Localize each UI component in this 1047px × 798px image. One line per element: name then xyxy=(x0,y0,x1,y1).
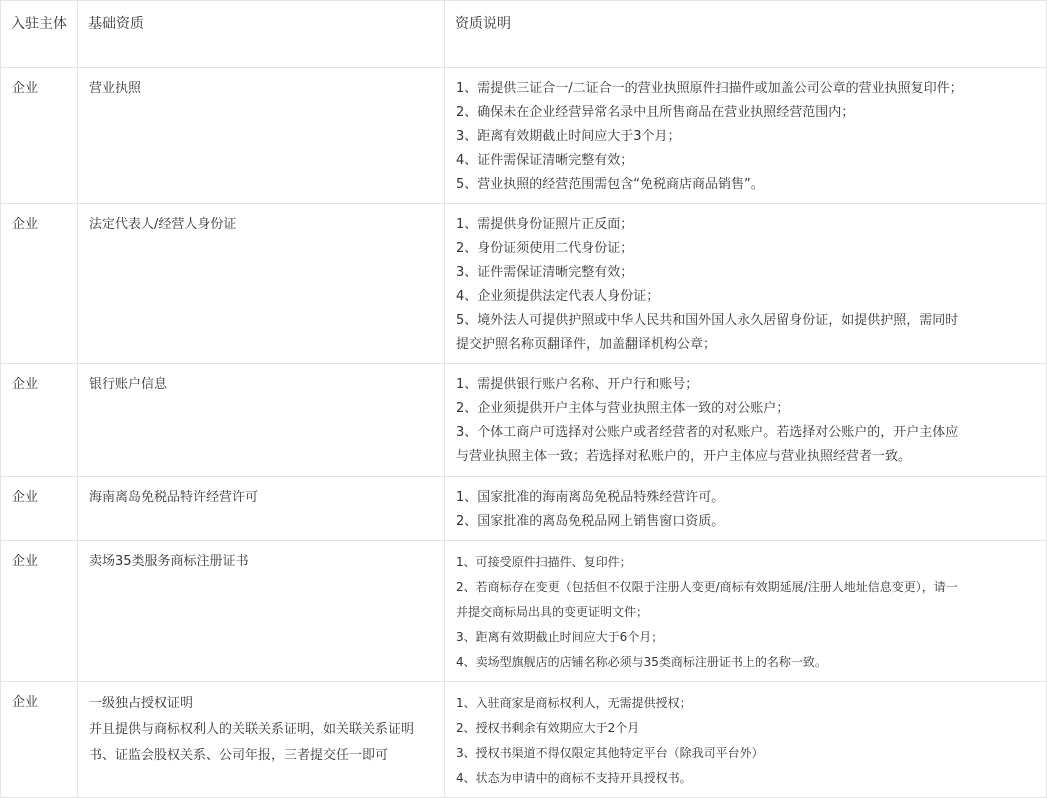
description-cell xyxy=(445,682,1047,798)
description-line: 2、授权书剩余有效期应大于2个月 xyxy=(456,721,640,735)
qualification-cell xyxy=(78,682,445,798)
qualification-name: 银行账户信息 xyxy=(89,377,168,392)
description-line: 1、需提供身份证照片正反面； xyxy=(456,217,634,232)
description-cell xyxy=(445,364,1047,477)
description-line: 1、入驻商家是商标权利人，无需提供授权； xyxy=(456,696,692,710)
description-line: 4、状态为申请中的商标不支持开具授权书。 xyxy=(456,771,692,785)
description-line: 提交护照名称页翻译件，加盖翻译机构公章； xyxy=(456,337,717,352)
subject-cell xyxy=(1,68,78,204)
qualification-note: 书、证监会股权关系、公司年报，三者提交任一即可 xyxy=(89,748,389,763)
subject-cell xyxy=(1,541,78,682)
subject-cell xyxy=(1,477,78,541)
subject-cell xyxy=(1,364,78,477)
subject-text: 企业 xyxy=(12,695,39,710)
header-row xyxy=(1,1,1047,68)
description-line: 5、境外法人可提供护照或中华人民共和国外国人永久居留身份证，如提供护照，需同时 xyxy=(456,313,959,328)
subject-text: 企业 xyxy=(12,490,39,505)
qualification-cell xyxy=(78,477,445,541)
description-line: 3、距离有效期截止时间应大于3个月； xyxy=(456,129,681,144)
qualification-name: 一级独占授权证明 xyxy=(89,696,194,711)
description-line: 1、国家批准的海南离岛免税品特殊经营许可。 xyxy=(456,490,725,505)
description-line: 4、企业须提供法定代表人身份证； xyxy=(456,289,660,304)
header-subject: 入驻主体 xyxy=(1,1,78,68)
qualification-cell xyxy=(78,204,445,364)
table-row xyxy=(1,364,1047,477)
subject-text: 企业 xyxy=(12,554,39,569)
description-line: 2、确保未在企业经营异常名录中且所售商品在营业执照经营范围内； xyxy=(456,105,855,120)
subject-cell xyxy=(1,682,78,798)
description-line: 1、需提供银行账户名称、开户行和账号； xyxy=(456,377,699,392)
table-row xyxy=(1,477,1047,541)
header-description: 资质说明 xyxy=(445,1,1047,68)
description-line: 2、企业须提供开户主体与营业执照主体一致的对公账户； xyxy=(456,401,790,416)
description-cell xyxy=(445,541,1047,682)
table-header xyxy=(1,1,1047,68)
subject-text: 企业 xyxy=(12,377,39,392)
description-line: 2、身份证须使用二代身份证； xyxy=(456,241,634,256)
description-line: 3、个体工商户可选择对公账户或者经营者的对私账户。若选择对公账户的，开户主体应 xyxy=(456,425,959,440)
subject-cell xyxy=(1,204,78,364)
description-line: 2、若商标存在变更（包括但不仅限于注册人变更/商标有效期延展/注册人地址信息变更），请一 xyxy=(456,580,958,594)
table-row xyxy=(1,682,1047,798)
qualification-cell xyxy=(78,68,445,204)
description-line: 1、需提供三证合一/二证合一的营业执照原件扫描件或加盖公司公章的营业执照复印件； xyxy=(456,81,963,96)
description-cell xyxy=(445,204,1047,364)
qualification-name: 海南离岛免税品特许经营许可 xyxy=(89,490,259,505)
subject-text: 企业 xyxy=(12,217,39,232)
header-qualification: 基础资质 xyxy=(78,1,445,68)
qualification-cell xyxy=(78,541,445,682)
qualification-name: 法定代表人/经营人身份证 xyxy=(89,217,237,232)
table-row xyxy=(1,204,1047,364)
description-line: 2、国家批准的离岛免税品网上销售窗口资质。 xyxy=(456,514,725,529)
table-row xyxy=(1,68,1047,204)
description-line: 并提交商标局出具的变更证明文件； xyxy=(456,605,649,619)
description-cell xyxy=(445,477,1047,541)
qualification-name: 营业执照 xyxy=(89,81,142,96)
description-cell xyxy=(445,68,1047,204)
description-line: 5、营业执照的经营范围需包含“免税商店商品销售”。 xyxy=(456,177,764,192)
qualification-name: 卖场35类服务商标注册证书 xyxy=(89,554,249,569)
qualification-cell xyxy=(78,364,445,477)
description-line: 3、距离有效期截止时间应大于6个月； xyxy=(456,630,664,644)
table-row xyxy=(1,541,1047,682)
description-line: 与营业执照主体一致；若选择对私账户的，开户主体应与营业执照经营者一致。 xyxy=(456,449,912,464)
subject-text: 企业 xyxy=(12,81,39,96)
description-line: 1、可接受原件扫描件、复印件； xyxy=(456,555,632,569)
description-line: 3、证件需保证清晰完整有效； xyxy=(456,265,634,280)
description-line: 4、卖场型旗舰店的店铺名称必须与35类商标注册证书上的名称一致。 xyxy=(456,655,827,669)
description-line: 3、授权书渠道不得仅限定其他特定平台（除我司平台外） xyxy=(456,746,764,760)
table-body xyxy=(1,68,1047,798)
description-line: 4、证件需保证清晰完整有效； xyxy=(456,153,634,168)
qualification-note: 并且提供与商标权利人的关联关系证明，如关联关系证明 xyxy=(89,722,415,737)
